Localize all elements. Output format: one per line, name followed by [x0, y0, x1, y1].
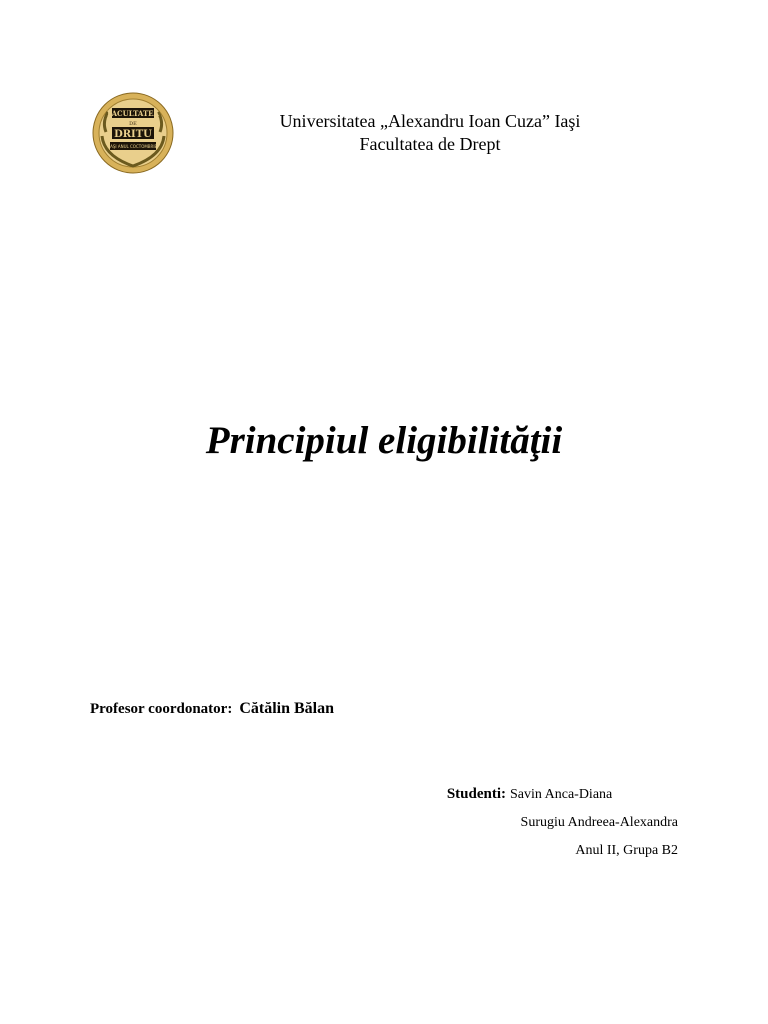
seal-main-text: DRITU — [114, 129, 152, 140]
faculty-name: Facultatea de Drept — [359, 134, 501, 154]
students-block — [447, 780, 678, 865]
student-name-1: Savin Anca-Diana — [510, 787, 613, 802]
students-label: Studenti: — [446, 786, 506, 802]
seal-top-text: FACULTATEA — [107, 109, 159, 118]
seal-bottom-text: IAŞI ANUL COCTOMBRIE — [108, 144, 158, 149]
coordinator-label: Profesor coordonator: — [90, 701, 233, 717]
faculty-seal-logo — [92, 92, 174, 174]
coordinator-line — [90, 700, 334, 718]
document-title: Principiul eligibilităţii — [205, 419, 563, 462]
year-group: Anul II, Grupa B2 — [575, 843, 678, 858]
student-name-2: Surugiu Andreea-Alexandra — [520, 815, 678, 830]
institution-header — [200, 110, 660, 156]
university-name: Universitatea „Alexandru Ioan Cuza” Iaşi — [279, 111, 581, 131]
seal-mid-text: DE — [129, 121, 137, 127]
coordinator-name: Cătălin Bălan — [239, 700, 335, 717]
